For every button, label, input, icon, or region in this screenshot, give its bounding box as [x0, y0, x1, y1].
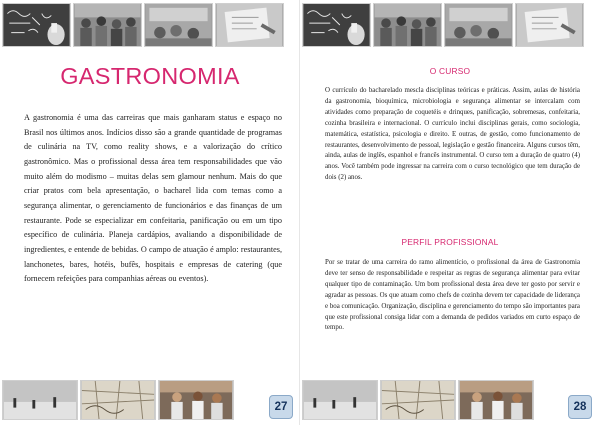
- notebook-sketch-icon: [516, 4, 583, 46]
- top-photo-strip-right: [302, 3, 584, 47]
- class-group-icon: [374, 4, 441, 46]
- chalkboard-formula-icon: [3, 4, 70, 46]
- right-page: [300, 0, 600, 425]
- bottom-photo-strip: [2, 380, 234, 420]
- chalkboard-formula-photo: [302, 3, 371, 47]
- curso-paragraph: O currículo do bacharelado mescla disciplinas teóricas e práticas. Assim, aulas de história da gastronomia, bioquímica, microbiologia e segurança alimentar se intercalam com atividades como preparação de coquetéis e drinques, panificação, sobremesas, confeitaria, cozinha brasileira e internacional. O currículo inclui disciplinas gerais, como sociologia, matemática, estatística, psicologia e direito. E outras, de gestão, como funcionamento de restaurantes, desenvolvimento de pessoal, legislação e gestão financeira. Alguns cursos têm, ainda, aulas de inglês, espanhol e francês instrumental. O curso tem a duração de quatro (4) anos. Você também pode ingressar na carreira com o curso tecnológico que tem duração de dois (2) anos.: [325, 87, 580, 182]
- pencil-sketch-photo: [2, 380, 78, 420]
- pencil-sketch-photo: [302, 380, 378, 420]
- kitchen-chefs-icon: [459, 381, 533, 419]
- lecture-hall-icon: [445, 4, 512, 46]
- notebook-sketch-icon: [216, 4, 283, 46]
- top-photo-strip: [2, 3, 284, 47]
- notebook-sketch-photo: [515, 3, 584, 47]
- lecture-hall-photo: [144, 3, 213, 47]
- city-map-icon: [381, 381, 455, 419]
- city-map-photo: [80, 380, 156, 420]
- page-number-right: 28: [568, 395, 592, 419]
- class-group-photo: [73, 3, 142, 47]
- perfil-paragraph: Por se tratar de uma carreira do ramo alimentício, o profissional da área de Gastronomia deve ter senso de responsabilidade e respeitar as regras de segurança alimentar para evitar qualquer tipo de contaminação. Um bom profissional desta área deve ter gosto por servir e agradar as pessoas. Os que atuam como chefs de cozinha devem ter capacidade de liderança e boa comunicação. Organização, disciplina e gerenciamento do tempo são importantes para que este profissional consiga lidar com a demanda de pedidos variados em curto espaço de tempo.: [325, 259, 580, 332]
- section-title-curso: O CURSO: [429, 66, 471, 76]
- pencil-sketch-icon: [3, 381, 77, 419]
- class-group-photo: [373, 3, 442, 47]
- class-group-icon: [74, 4, 141, 46]
- notebook-sketch-photo: [215, 3, 284, 47]
- lecture-hall-photo: [444, 3, 513, 47]
- kitchen-chefs-photo: [158, 380, 234, 420]
- lecture-hall-icon: [145, 4, 212, 46]
- pencil-sketch-icon: [303, 381, 377, 419]
- kitchen-chefs-icon: [159, 381, 233, 419]
- section-title-perfil: PERFIL PROFISSIONAL: [401, 237, 499, 247]
- city-map-icon: [81, 381, 155, 419]
- page-title: GASTRONOMIA: [60, 63, 240, 89]
- intro-paragraph: A gastronomia é uma das carreiras que mais ganharam status e espaço no Brasil nos últimos anos. Indícios disso são a grande quantidade de programas de culinária na TV, como reality shows, e a valorização do crítico gastronômico. Mas o profissional dessa área tem responsabilidades que vão muito além do modismo – muitas delas sem glamour nenhum. Mais do que criar pratos com bela apresentação, o bacharel lida com temas como a segurança alimentar, o gerenciamento de funcionários e das finanças de um restaurante. Pode se especializar em confeitaria, panificação ou em um tipo específico de culinária. Planeja cardápios, avaliando a disponibilidade de ingredientes, e entende de bebidas. O campo de atuação é amplo: restaurantes, lanchonetes, bares, hotéis, bufês, hospitais e empresas de catering (que fornecem refeições para companhias aéreas ou eventos).: [24, 113, 282, 284]
- bottom-photo-strip-right: [302, 380, 534, 420]
- page-number-left: 27: [269, 395, 293, 419]
- kitchen-chefs-photo: [458, 380, 534, 420]
- chalkboard-formula-icon: [303, 4, 370, 46]
- chalkboard-formula-photo: [2, 3, 71, 47]
- city-map-photo: [380, 380, 456, 420]
